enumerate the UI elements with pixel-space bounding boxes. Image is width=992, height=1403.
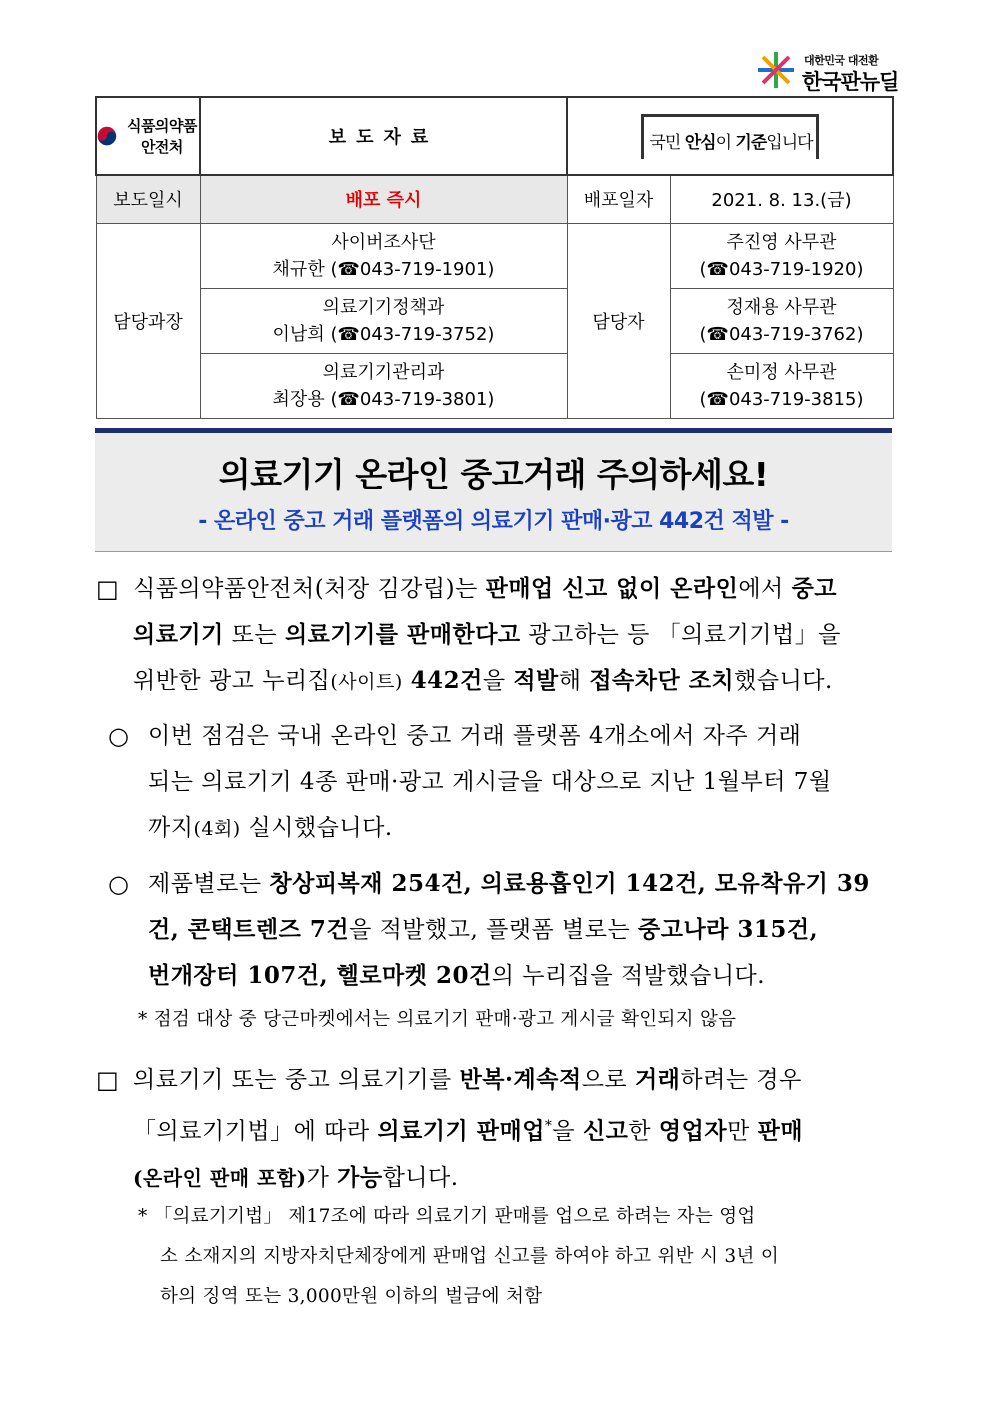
press-release-header-table: [95, 96, 894, 419]
dept-row: 사이버조사단 채규한 (☎043-719-1901): [200, 223, 567, 288]
paragraph-1: 식품의약품안전처(처장 김강립)는 판매업 신고 없이 온라인에서 중고 의료기기 또는 의료기기를 판매한다고 광고하는 등 「의료기기법」을 위반한 광고 누리집(사이트) 442건을 적발해 접속차단 조치했습니다.: [133, 575, 841, 694]
headline-box: [95, 428, 892, 552]
new-deal-star-icon: [756, 50, 796, 90]
dept-row: 의료기기관리과 최장용 (☎043-719-3801): [200, 353, 567, 418]
square-bullet-icon: □: [96, 1066, 119, 1094]
dept-label: 담당과장: [96, 223, 200, 418]
agency-name: 식품의약품안전처: [126, 117, 197, 156]
footnote-2: * 「의료기기법」 제17조에 따라 의료기기 판매를 업으로 하려는 자는 영업 소 소재지의 지방자치단체장에게 판매업 신고를 하여야 하고 위반 시 3년 이 하의 징역 또는 3,000만원 이하의 벌금에 처함: [138, 1206, 780, 1307]
paragraph-4: 의료기기 또는 중고 의료기기를 반복·계속적으로 거래하려는 경우 「의료기기법」에 따라 의료기기 판매업*을 신고한 영업자만 판매 (온라인 판매 포함)가 가능합니다.: [133, 1066, 804, 1191]
footnote-1: * 점검 대상 중 당근마켓에서는 의료기기 판매·광고 게시글 확인되지 않음: [138, 1009, 737, 1030]
circle-bullet-icon: ○: [108, 722, 129, 750]
paragraph-3: 제품별로는 창상피복재 254건, 의료용흡인기 142건, 모유착유기 39 건, 콘택트렌즈 7건을 적발했고, 플랫폼 별로는 중고나라 315건, 번개장터 107건, 헬로마켓 20건의 누리집을 적발했습니다.: [148, 870, 870, 989]
circle-bullet-icon: ○: [108, 870, 129, 898]
date-label: 배포일자: [567, 175, 670, 223]
korean-new-deal-logo: [756, 48, 901, 94]
dept-row: 의료기기정책과 이남희 (☎043-719-3752): [200, 288, 567, 353]
slogan-box: 국민 안심이 기준입니다: [641, 114, 818, 159]
contact-row: 손미정 사무관 (☎043-719-3815): [670, 353, 893, 418]
page-title: 보도자료: [200, 97, 567, 175]
contact-row: 주진영 사무관 (☎043-719-1920): [670, 223, 893, 288]
logo-small-text: 대한민국 대전환: [804, 54, 879, 67]
release-value: 배포 즉시: [200, 175, 567, 223]
contact-label: 담당자: [567, 223, 670, 418]
date-value: 2021. 8. 13.(금): [670, 175, 893, 223]
slogan-cell: [567, 97, 893, 175]
headline-subtitle: - 온라인 중고 거래 플랫폼의 의료기기 판매·광고 442건 적발 -: [198, 509, 789, 534]
square-bullet-icon: □: [96, 575, 119, 603]
release-label: 보도일시: [96, 175, 200, 223]
contact-row: 정재용 사무관 (☎043-719-3762): [670, 288, 893, 353]
paragraph-2: 이번 점검은 국내 온라인 중고 거래 플랫폼 4개소에서 자주 거래 되는 의료기기 4종 판매·광고 게시글을 대상으로 지난 1월부터 7월 까지(4회) 실시했습니다.: [148, 723, 832, 841]
headline-title: 의료기기 온라인 중고거래 주의하세요!: [218, 455, 769, 494]
logo-big-text: 한국판뉴딜: [802, 70, 899, 94]
agency-logo-cell: [96, 97, 200, 175]
taegeuk-icon: [97, 121, 117, 151]
